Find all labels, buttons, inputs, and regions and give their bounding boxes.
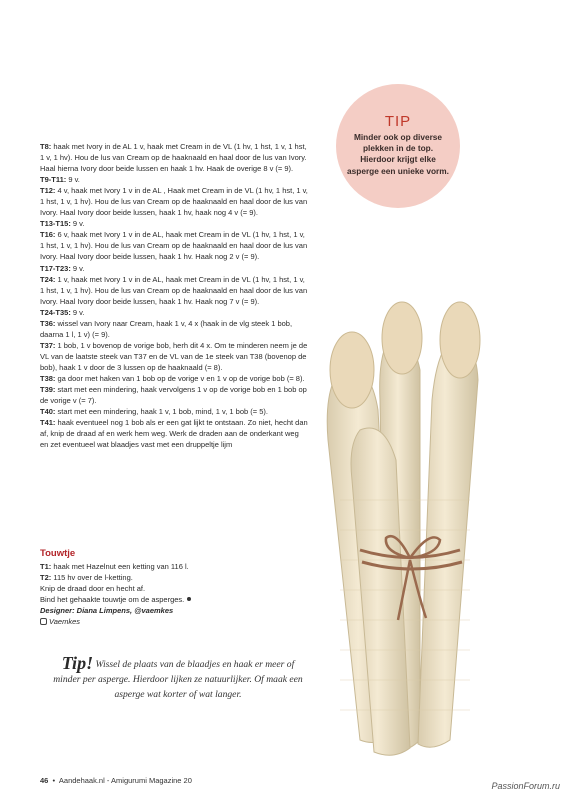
instagram-handle: Vaemkes bbox=[40, 616, 300, 627]
pattern-row: T24-T35: 9 v. bbox=[40, 307, 85, 317]
pattern-instructions bbox=[40, 141, 308, 450]
pattern-row: T39: start met een mindering, haak vervolgens 1 v op de vorige bob en 1 bob op de vorige v (= 7). bbox=[40, 385, 307, 406]
designer-credit: Designer: Diana Limpens, @vaemkes bbox=[40, 606, 174, 616]
pattern-row: T12: 4 v, haak met Ivory 1 v in de AL , Haak met Cream in de VL (1 hv, 1 hst, 1 v, 1 hst, 1 v, 1 hv). Hou de lus van Cream op de haaknaald en haal door de lus van Ivory. Haal Ivory door beide lussen, haak 1 hv, haak nog 4 v (= 9). bbox=[40, 186, 308, 218]
pattern-row: T13-T15: 9 v. bbox=[40, 219, 85, 229]
footer-magazine: Amigurumi Magazine 20 bbox=[111, 776, 192, 785]
pattern-row: T40: start met een mindering, haak 1 v, 1 bob, mind, 1 v, 1 bob (= 5). bbox=[40, 407, 268, 417]
pattern-row: T24: 1 v, haak met Ivory 1 v in de AL, haak met Cream in de VL (1 hv, 1 hst, 1 v, 1 hst, 1 v, 1 hv). Hou de lus van Cream op de haaknaald en haal door de lus van Ivory. Haal Ivory door beide lussen, haak 1 hv. Haak nog 7 v (= 9). bbox=[40, 274, 308, 306]
page-footer: 46 • Aandehaak.nl - Amigurumi Magazine 20 bbox=[40, 776, 192, 785]
tip-note-text: Wissel de plaats van de blaadjes en haak er meer of minder per asperge. Hierdoor lijken ze natuurlijker. Of maak een asperge wat korter of wat langer. bbox=[53, 659, 303, 700]
tip-note bbox=[48, 653, 308, 702]
pattern-row: T38: ga door met haken van 1 bob op de vorige v en 1 v op de vorige bob (= 8). bbox=[40, 373, 305, 383]
watermark: PassionForum.ru bbox=[491, 781, 560, 791]
footer-site: Aandehaak.nl bbox=[58, 776, 105, 785]
pattern-row: T8: haak met Ivory in de AL 1 v, haak met Cream in de VL (1 hv, 1 hst, 1 v, 1 hst, 1 v, 1 hv). Hou de lus van Cream op de haaknaald en haal door de lus van Ivory. Haal hierna Ivory door beide lussen en haak 1 hv. Haak de overige 8 v (= 9). bbox=[40, 142, 307, 174]
tip-note-label: Tip! bbox=[61, 653, 94, 673]
pattern-row: T9-T11: 9 v. bbox=[40, 175, 80, 185]
pattern-row: T16: 6 v, haak met Ivory 1 v in de AL, haak met Cream in de VL (1 hv, 1 hst, 1 v, 1 hst, 1 v, 1 hv). Hou de lus van Cream op de haaknaald en haal door de lus van Ivory. Haal Ivory door beide lussen, haak 1 hv. Haak nog 2 v (= 9). bbox=[40, 230, 308, 262]
instagram-icon bbox=[40, 618, 47, 625]
touwtje-line: Bind het gehaakte touwtje om de asperges. bbox=[40, 594, 300, 605]
touwtje-line: T2: 115 hv over de l-ketting. bbox=[40, 573, 133, 583]
pattern-row: T17-T23: 9 v. bbox=[40, 263, 85, 273]
tip-badge bbox=[336, 84, 460, 208]
touwtje-line: Knip de draad door en hecht af. bbox=[40, 584, 146, 594]
pattern-row: T36: wissel van Ivory naar Cream, haak 1 v, 4 x (haak in de vlg steek 1 bob, daarna 1 l, 1 v) (= 9). bbox=[40, 318, 293, 339]
asparagus-photo bbox=[300, 300, 530, 760]
section-title-touwtje: Touwtje bbox=[40, 548, 76, 559]
page-number: 46 bbox=[40, 776, 49, 785]
pattern-row: T37: 1 bob, 1 v bovenop de vorige bob, herh dit 4 x. Om te minderen neem je de VL van de laatste steek van T37 en de VL van de 1e steek van T38 (bovenop de bob), haak 1 v door de 3 lussen op de haaknaald (= 8). bbox=[40, 340, 308, 372]
touwtje-line: T1: haak met Hazelnut een ketting van 116 l. bbox=[40, 562, 189, 571]
touwtje-instructions bbox=[40, 561, 300, 627]
end-bullet-icon bbox=[187, 597, 191, 601]
tip-text: Minder ook op diverse plekken in de top. Hierdoor krijgt elke asperge een unieke vorm. bbox=[347, 132, 449, 176]
tip-title: TIP bbox=[384, 113, 412, 130]
pattern-row: T41: haak eventueel nog 1 bob als er een gat lijkt te ontstaan. Zo niet, hecht dan af, knip de draad af en werk hem weg. Werk de draden aan de onderkant weg en zet eventueel wat blaadjes vast met een druppeltje lijm bbox=[40, 418, 308, 450]
